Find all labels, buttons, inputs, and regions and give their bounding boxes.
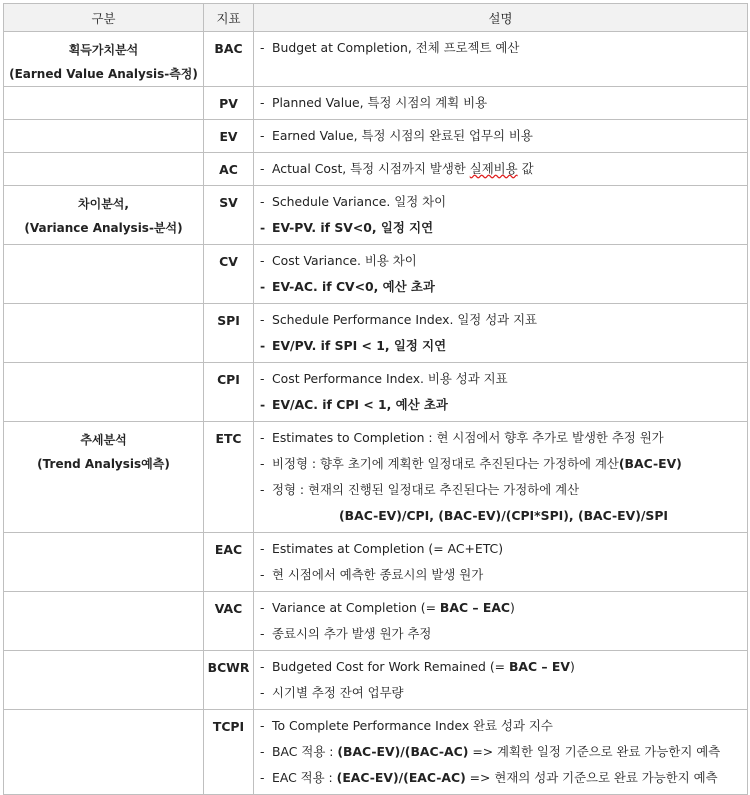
category-cell-trend bbox=[4, 422, 204, 533]
dash: - bbox=[260, 194, 265, 209]
description-line: 시기별 추정 잔여 업무량 bbox=[272, 685, 404, 700]
table-row bbox=[4, 592, 748, 651]
indicator-code: ETC bbox=[204, 422, 254, 533]
description-line: 정형 : 현재의 진행된 일정대로 추진된다는 가정하에 계산 bbox=[272, 482, 580, 497]
description-line: 종료시의 추가 발생 원가 추정 bbox=[272, 626, 432, 641]
category-cell-empty bbox=[4, 87, 204, 120]
dash: - bbox=[260, 567, 265, 582]
dash: - bbox=[260, 482, 265, 497]
description-line: Schedule Performance Index. 일정 성과 지표 bbox=[272, 312, 538, 327]
category-cell-empty bbox=[4, 304, 204, 363]
description-cell bbox=[254, 533, 748, 592]
table-row bbox=[4, 87, 748, 120]
description-cell bbox=[254, 422, 748, 533]
formula-line: EV-AC. if CV<0, 예산 초과 bbox=[272, 279, 435, 294]
header-indicator: 지표 bbox=[204, 4, 254, 32]
table-row bbox=[4, 245, 748, 304]
description-text: 비정형 : 향후 초기에 계획한 일정대로 추진된다는 가정하에 계산 bbox=[272, 456, 619, 471]
indicator-code: BAC bbox=[204, 32, 254, 87]
dash: - bbox=[260, 626, 265, 641]
formula-line: EV/AC. if CPI < 1, 예산 초과 bbox=[272, 397, 448, 412]
indicator-code: AC bbox=[204, 153, 254, 186]
dash: - bbox=[260, 161, 265, 176]
category-title: 추세분석 bbox=[80, 433, 127, 447]
dash: - bbox=[260, 770, 265, 785]
dash: - bbox=[260, 40, 265, 55]
category-cell-empty bbox=[4, 533, 204, 592]
description-cell bbox=[254, 651, 748, 710]
formula-line: (BAC-EV)/CPI, (BAC-EV)/(CPI*SPI), (BAC-EV)/SPI bbox=[339, 508, 669, 523]
table-row bbox=[4, 710, 748, 795]
indicator-code: CV bbox=[204, 245, 254, 304]
category-cell-empty bbox=[4, 153, 204, 186]
header-category: 구분 bbox=[4, 4, 204, 32]
dash: - bbox=[260, 128, 265, 143]
description-text: ) bbox=[570, 659, 575, 674]
formula-text: BAC – EAC bbox=[439, 600, 511, 615]
description-cell bbox=[254, 592, 748, 651]
dash: - bbox=[260, 220, 266, 235]
description-line: Cost Performance Index. 비용 성과 지표 bbox=[272, 371, 508, 386]
category-cell-variance bbox=[4, 186, 204, 245]
spellcheck-word: 실제비용 bbox=[469, 161, 518, 176]
formula-line: EV-PV. if SV<0, 일정 지연 bbox=[272, 220, 434, 235]
description-line: Estimates to Completion : 현 시점에서 향후 추가로 발생한 추정 원가 bbox=[272, 430, 664, 445]
indicator-code: EAC bbox=[204, 533, 254, 592]
category-cell-empty bbox=[4, 710, 204, 795]
description-text: BAC 적용 : bbox=[272, 744, 338, 759]
description-line: Schedule Variance. 일정 차이 bbox=[272, 194, 447, 209]
formula-text: BAC – EV bbox=[508, 659, 570, 674]
indicator-code: VAC bbox=[204, 592, 254, 651]
dash: - bbox=[260, 397, 266, 412]
table-row bbox=[4, 422, 748, 533]
indicator-code: PV bbox=[204, 87, 254, 120]
description-line: Estimates at Completion (= AC+ETC) bbox=[272, 541, 504, 556]
description-line: Budget at Completion, 전체 프로젝트 예산 bbox=[272, 40, 520, 55]
description-text: => 계획한 일정 기준으로 완료 가능한지 예측 bbox=[468, 744, 721, 759]
dash: - bbox=[260, 685, 265, 700]
dash: - bbox=[260, 744, 265, 759]
category-title: 차이분석, bbox=[78, 197, 129, 211]
table-row bbox=[4, 363, 748, 422]
description-line: Earned Value, 특정 시점의 완료된 업무의 비용 bbox=[272, 128, 533, 143]
table-row bbox=[4, 120, 748, 153]
description-text: 값 bbox=[517, 161, 534, 176]
description-line: Cost Variance. 비용 차이 bbox=[272, 253, 417, 268]
indicator-code: TCPI bbox=[204, 710, 254, 795]
description-cell bbox=[254, 245, 748, 304]
formula-line: EV/PV. if SPI < 1, 일정 지연 bbox=[272, 338, 447, 353]
dash: - bbox=[260, 279, 266, 294]
description-text: ) bbox=[510, 600, 515, 615]
table-row bbox=[4, 186, 748, 245]
category-subtitle: (Variance Analysis-분석) bbox=[24, 221, 183, 235]
formula-text: (EAC-EV)/(EAC-AC) bbox=[336, 770, 466, 785]
header-description: 설명 bbox=[254, 4, 748, 32]
category-cell-ev bbox=[4, 32, 204, 87]
category-cell-empty bbox=[4, 592, 204, 651]
category-title: 획득가치분석 bbox=[68, 43, 139, 57]
header-row bbox=[4, 4, 748, 32]
description-text: Budgeted Cost for Work Remained (= bbox=[272, 659, 509, 674]
dash: - bbox=[260, 541, 265, 556]
dash: - bbox=[260, 338, 266, 353]
category-subtitle: (Earned Value Analysis-측정) bbox=[9, 67, 198, 81]
description-cell bbox=[254, 363, 748, 422]
indicator-code: EV bbox=[204, 120, 254, 153]
description-line: 현 시점에서 예측한 종료시의 발생 원가 bbox=[272, 567, 484, 582]
description-cell bbox=[254, 87, 748, 120]
dash: - bbox=[260, 312, 265, 327]
indicator-code: BCWR bbox=[204, 651, 254, 710]
indicator-code: SPI bbox=[204, 304, 254, 363]
table-row bbox=[4, 153, 748, 186]
description-text: => 현재의 성과 기준으로 완료 가능한지 예측 bbox=[465, 770, 718, 785]
description-text: Variance at Completion (= bbox=[272, 600, 440, 615]
dash: - bbox=[260, 371, 265, 386]
category-cell-empty bbox=[4, 363, 204, 422]
indicator-code: CPI bbox=[204, 363, 254, 422]
description-line: To Complete Performance Index 완료 성과 지수 bbox=[272, 718, 553, 733]
dash: - bbox=[260, 659, 265, 674]
dash: - bbox=[260, 95, 265, 110]
table-row bbox=[4, 533, 748, 592]
description-cell bbox=[254, 710, 748, 795]
table-row bbox=[4, 32, 748, 87]
dash: - bbox=[260, 253, 265, 268]
evm-table bbox=[3, 3, 748, 795]
category-cell-empty bbox=[4, 651, 204, 710]
dash: - bbox=[260, 600, 265, 615]
description-cell bbox=[254, 153, 748, 186]
formula-text: (BAC-EV)/(BAC-AC) bbox=[337, 744, 469, 759]
description-line: Planned Value, 특정 시점의 계획 비용 bbox=[272, 95, 488, 110]
dash: - bbox=[260, 430, 265, 445]
dash: - bbox=[260, 718, 265, 733]
description-cell bbox=[254, 120, 748, 153]
description-cell bbox=[254, 32, 748, 87]
category-cell-empty bbox=[4, 120, 204, 153]
description-cell bbox=[254, 304, 748, 363]
description-text: EAC 적용 : bbox=[272, 770, 337, 785]
category-cell-empty bbox=[4, 245, 204, 304]
indicator-code: SV bbox=[204, 186, 254, 245]
table-row bbox=[4, 304, 748, 363]
category-subtitle: (Trend Analysis예측) bbox=[37, 457, 170, 471]
dash: - bbox=[260, 456, 265, 471]
table-row bbox=[4, 651, 748, 710]
description-cell bbox=[254, 186, 748, 245]
description-text: Actual Cost, 특정 시점까지 발생한 bbox=[272, 161, 470, 176]
formula-text: (BAC-EV) bbox=[618, 456, 682, 471]
